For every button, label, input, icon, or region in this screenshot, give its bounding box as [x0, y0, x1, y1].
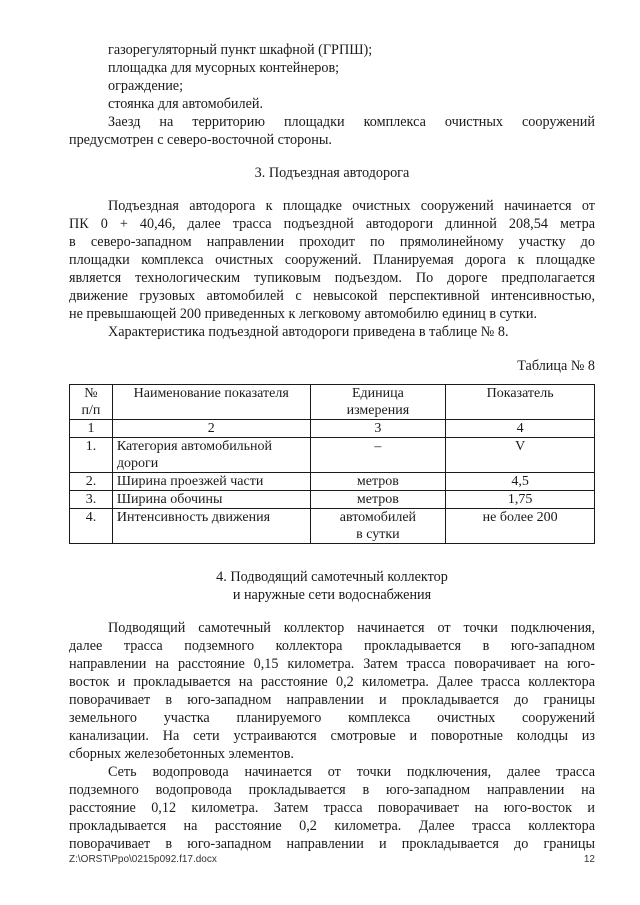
header-unit-line2: измерения — [346, 403, 410, 418]
row-name-line: Категория автомобильной — [116, 439, 273, 454]
paragraph-line: Сеть водопровода начинается от точки подключения, далее трасса — [108, 764, 595, 780]
row-name — [112, 438, 310, 473]
header-value: Показатель — [446, 385, 595, 420]
paragraph-line: поворачивает в юго-западном направлении и прокладывается до границы — [69, 836, 595, 852]
row-value: 4,5 — [446, 473, 595, 491]
row-value: 1,75 — [446, 491, 595, 509]
table-caption: Таблица № 8 — [517, 358, 595, 374]
row-name: Ширина проезжей части — [112, 473, 310, 491]
row-number: 2. — [70, 473, 113, 491]
column-number-row — [70, 420, 595, 438]
table-row — [70, 473, 595, 491]
paragraph-line: Подъездная автодорога к площадке очистных сооружений начинается от — [108, 198, 595, 214]
entry-text-line: предусмотрен с северо-восточной стороны. — [69, 132, 332, 148]
row-value: не более 200 — [446, 509, 595, 544]
paragraph-line: Подводящий самотечный коллектор начинается от точки подключения, — [108, 620, 595, 636]
column-number: 1 — [70, 420, 113, 438]
row-number: 3. — [70, 491, 113, 509]
paragraph-line: является технологическим тупиковым подъездом. По дороге предполагается — [69, 270, 595, 286]
paragraph-line: не превышающей 200 приведенных к легковому автомобилю единиц в сутки. — [69, 306, 537, 322]
section-3-heading: 3. Подъездная автодорога — [254, 165, 410, 181]
paragraph-line: поворачивает в юго-западном направлении и прокладывается до границы — [69, 692, 595, 708]
row-unit: – — [310, 438, 446, 473]
header-unit — [310, 385, 446, 420]
column-number: 2 — [112, 420, 310, 438]
table-header-row — [70, 385, 595, 420]
paragraph-line: ПК 0 + 40,46, далее трасса подъездной автодороги длинной 208,54 метра — [69, 216, 595, 232]
table-reference: Характеристика подъездной автодороги приведена в таблице № 8. — [108, 324, 509, 340]
row-unit-line: в сутки — [356, 527, 400, 542]
row-unit: метров — [310, 491, 446, 509]
list-item: стоянка для автомобилей. — [108, 96, 264, 112]
paragraph-line: далее трасса подземного коллектора прокладывается в юго-западном — [69, 638, 595, 654]
header-name: Наименование показателя — [112, 385, 310, 420]
list-item: ограждение; — [108, 78, 184, 94]
paragraph-line: направлении на расстояние 0,15 километра. Затем трасса поворачивает на юго- — [69, 656, 595, 672]
table-row — [70, 438, 595, 473]
paragraph-line: канализации. На сети устраиваются смотровые и поворотные колодцы из — [69, 728, 595, 744]
paragraph-line: площадки комплекса очистных сооружений. Планируемая дорога к площадке — [69, 252, 595, 268]
column-number: 4 — [446, 420, 595, 438]
table-row — [70, 509, 595, 544]
row-unit — [310, 509, 446, 544]
footer-file-path: Z:\ORST\Ppo\0215p092.f17.docx — [69, 854, 217, 865]
paragraph-line: сборных железобетонных элементов. — [69, 746, 294, 762]
header-number — [70, 385, 113, 420]
road-characteristics-table — [69, 384, 595, 544]
section-4-heading-line: и наружные сети водоснабжения — [232, 587, 432, 603]
paragraph-line: восток и прокладывается на расстояние 0,2 километра. Далее трасса коллектора — [69, 674, 595, 690]
row-number: 4. — [70, 509, 113, 544]
footer-page-number: 12 — [583, 854, 595, 865]
paragraph-line: подземного водопровода прокладывается в юго-западном направлении на — [69, 782, 595, 798]
row-name-line: дороги — [116, 456, 159, 471]
row-unit-line: автомобилей — [339, 510, 417, 525]
column-number: 3 — [310, 420, 446, 438]
header-unit-line1: Единица — [351, 386, 404, 401]
list-item: газорегуляторный пункт шкафной (ГРПШ); — [108, 42, 373, 58]
entry-text-line: Заезд на территорию площадки комплекса очистных сооружений — [108, 114, 595, 130]
section-4-heading-line: 4. Подводящий самотечный коллектор — [216, 569, 448, 585]
paragraph-line: движение грузовых автомобилей с невысокой перспективной интенсивностью, — [69, 288, 595, 304]
list-item: площадка для мусорных контейнеров; — [108, 60, 340, 76]
row-unit: метров — [310, 473, 446, 491]
paragraph-line: в северо-западном направлении проходит по прямолинейному участку до — [69, 234, 595, 250]
row-name: Ширина обочины — [112, 491, 310, 509]
paragraph-line: земельного участка планируемого комплекса очистных сооружений — [69, 710, 595, 726]
paragraph-line: прокладывается на расстояние 0,2 километра. Далее трасса коллектора — [69, 818, 595, 834]
row-value: V — [446, 438, 595, 473]
row-number: 1. — [70, 438, 113, 473]
header-number-line2: п/п — [81, 403, 101, 418]
table-row — [70, 491, 595, 509]
header-number-line1: № — [84, 386, 98, 401]
paragraph-line: расстояние 0,12 километра. Затем трасса поворачивает на юго-восток и — [69, 800, 595, 816]
row-name: Интенсивность движения — [112, 509, 310, 544]
